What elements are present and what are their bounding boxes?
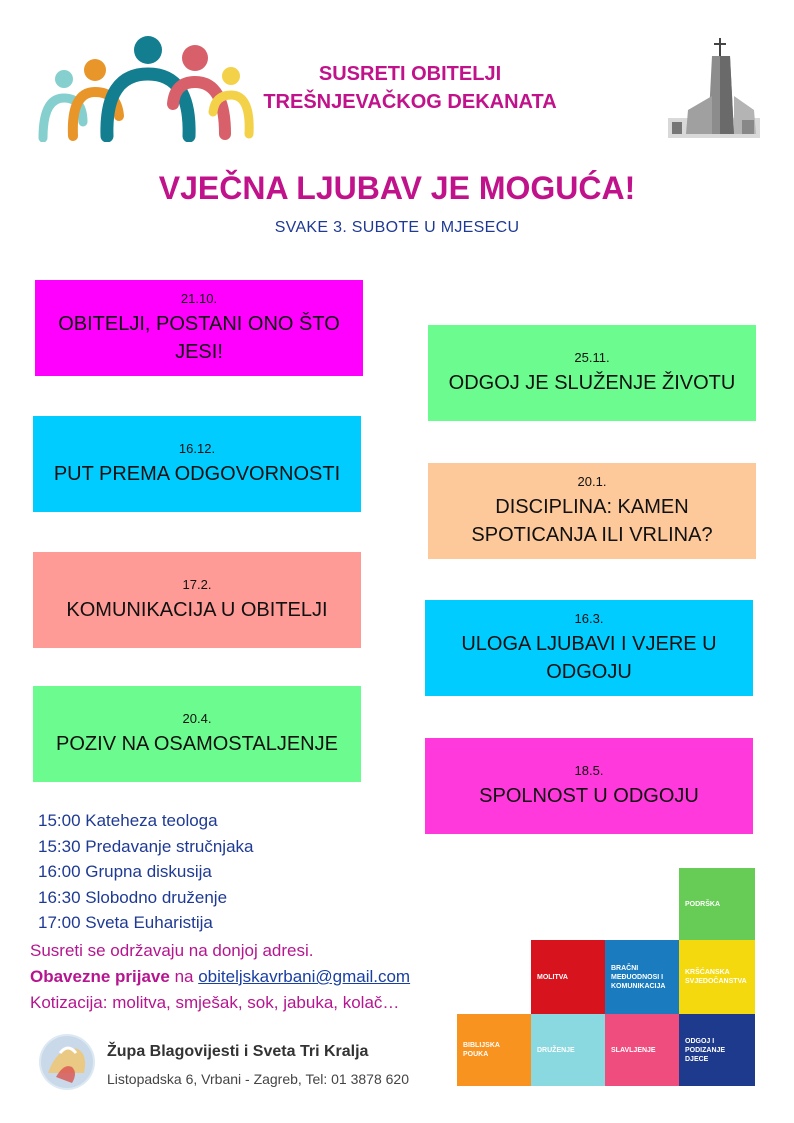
header-line-1: SUSRETI OBITELJI <box>318 63 502 85</box>
email-link[interactable]: obiteljskavrbani@gmail.com <box>198 967 411 986</box>
logo-head-yellow <box>222 67 240 85</box>
church-image <box>668 36 760 138</box>
logo-head-teal <box>134 36 162 64</box>
block-label: BRAČNI MEĐUODNOSI I KOMUNIKACIJA <box>611 964 666 990</box>
block-label: PODRŠKA <box>685 900 721 908</box>
session-topic: DISCIPLINA: KAMEN SPOTICANJA ILI VRLINA? <box>471 495 713 546</box>
session-topic: KOMUNIKACIJA U OBITELJI <box>66 598 328 621</box>
logo-head-teal-light <box>55 70 73 88</box>
session-date: 16.12. <box>178 440 216 456</box>
block-label: BIBLIJSKA POUKA <box>463 1042 500 1058</box>
header-line-2: TREŠNJEVAČKOG DEKANATA <box>263 91 557 113</box>
session-topic: POZIV NA OSAMOSTALJENJE <box>56 732 338 755</box>
schedule-item: 16:30 Slobodno druženje <box>38 887 228 907</box>
session-topic: OBITELJI, POSTANI ONO ŠTO JESI! <box>58 312 340 363</box>
session-topic: ULOGA LJUBAVI I VJERE U ODGOJU <box>461 632 717 683</box>
block-label: SLAVLJENJE <box>611 1046 656 1054</box>
session-topic: PUT PREMA ODGOVORNOSTI <box>53 462 341 485</box>
block-bracni-meduodnosi <box>605 940 679 1014</box>
session-card <box>33 416 361 512</box>
block-krscanska-svjedocanstva <box>679 940 755 1014</box>
logo-head-orange <box>84 59 106 81</box>
schedule-item: 17:00 Sveta Euharistija <box>38 913 213 932</box>
subtitle: SVAKE 3. SUBOTE U MJESECU <box>274 219 520 236</box>
header-title <box>255 60 565 116</box>
session-topic: ODGOJ JE SLUŽENJE ŽIVOTU <box>448 371 736 394</box>
session-date: 18.5. <box>574 762 604 778</box>
session-date: 20.4. <box>182 710 212 726</box>
schedule-item: 15:00 Kateheza teologa <box>38 811 218 830</box>
session-date: 21.10. <box>180 290 218 306</box>
block-biblijska-pouka <box>457 1014 531 1086</box>
schedule-item: 15:30 Predavanje stručnjaka <box>38 836 254 856</box>
session-card <box>33 686 361 782</box>
family-logo <box>35 32 265 142</box>
info-block <box>30 938 410 1016</box>
session-card <box>428 463 756 559</box>
block-slavljenje <box>605 1014 679 1086</box>
parish-logo <box>38 1033 96 1091</box>
schedule-item: 16:00 Grupna diskusija <box>38 862 212 881</box>
registration-label: Obavezne prijave <box>30 967 170 986</box>
session-date: 17.2. <box>182 576 212 592</box>
block-label: KRŠĆANSKA SVJEDOČANSTVA <box>685 969 747 985</box>
block-label: ODGOJ I PODIZANJE DJECE <box>685 1037 726 1063</box>
info-registration <box>30 964 410 990</box>
session-card <box>35 280 363 376</box>
logo-head-red <box>182 45 208 71</box>
block-druzenje <box>531 1014 605 1086</box>
block-odgoj-djece <box>679 1014 755 1086</box>
info-fee: Kotizacija: molitva, smješak, sok, jabuka, kolač… <box>30 993 400 1012</box>
parish-address: Listopadska 6, Vrbani - Zagreb, Tel: 01 3878 620 <box>107 1071 409 1087</box>
session-date: 20.1. <box>577 473 607 489</box>
session-card <box>425 600 753 696</box>
block-label: DRUŽENJE <box>537 1046 575 1054</box>
session-card <box>425 738 753 834</box>
schedule-list <box>38 808 253 936</box>
session-topic: SPOLNOST U ODGOJU <box>479 784 699 807</box>
block-podrska <box>679 868 755 940</box>
registration-na: na <box>169 967 199 986</box>
session-date: 16.3. <box>574 610 604 626</box>
info-location: Susreti se održavaju na donjoj adresi. <box>30 941 314 960</box>
block-label: MOLITVA <box>537 973 568 981</box>
main-title: VJEČNA LJUBAV JE MOGUĆA! <box>158 170 636 206</box>
block-molitva <box>531 940 605 1014</box>
session-card <box>33 552 361 648</box>
session-date: 25.11. <box>574 349 610 365</box>
session-card <box>428 325 756 421</box>
parish-name: Župa Blagovijesti i Sveta Tri Kralja <box>107 1043 369 1060</box>
